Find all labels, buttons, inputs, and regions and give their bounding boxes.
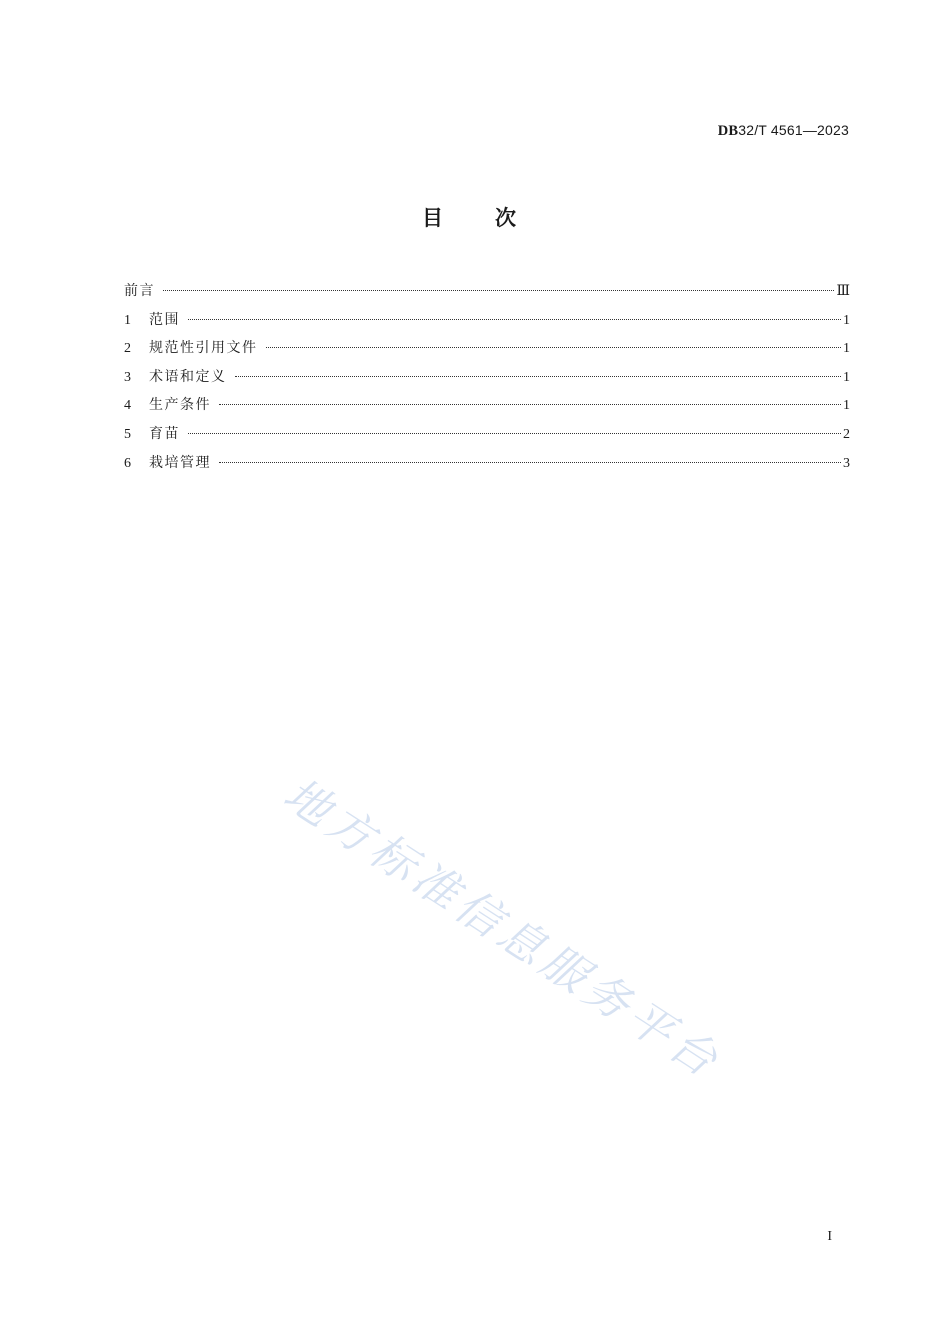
toc-entry-number: 3 — [124, 369, 131, 385]
toc-leader-dots — [219, 404, 841, 405]
table-of-contents — [124, 280, 850, 480]
toc-entry-label: 生产条件 — [149, 397, 211, 414]
toc-leader-dots — [235, 376, 842, 377]
document-code — [718, 122, 849, 140]
toc-entry-page: Ⅲ — [836, 284, 850, 299]
toc-entry-seedling[interactable] — [124, 423, 850, 452]
toc-entry-number: 1 — [124, 312, 131, 328]
toc-entry-number: 4 — [124, 398, 131, 414]
toc-entry-label: 育苗 — [149, 425, 180, 442]
toc-leader-dots — [188, 319, 841, 320]
toc-entry-label: 规范性引用文件 — [149, 340, 258, 357]
toc-entry-page: 3 — [843, 455, 850, 471]
watermark: 地方标准信息服务平台 — [274, 767, 732, 1090]
toc-entry-number: 2 — [124, 341, 131, 357]
toc-entry-foreword[interactable] — [124, 280, 850, 309]
toc-entry-page: 1 — [843, 398, 850, 414]
toc-entry-page: 1 — [843, 312, 850, 328]
toc-entry-page: 1 — [843, 369, 850, 385]
toc-entry-label: 术语和定义 — [149, 368, 227, 385]
toc-entry-production-conditions[interactable] — [124, 394, 850, 423]
document-code-number: 32/T 4561—2023 — [738, 122, 849, 138]
toc-leader-dots — [219, 462, 841, 463]
page-number: I — [827, 1229, 832, 1244]
toc-entry-scope[interactable] — [124, 309, 850, 338]
toc-leader-dots — [266, 347, 842, 348]
page-title: 目次 — [422, 206, 568, 230]
toc-leader-dots — [188, 433, 841, 434]
toc-entry-terms-definitions[interactable] — [124, 366, 850, 395]
toc-entry-number: 6 — [124, 455, 131, 471]
toc-entry-page: 1 — [843, 341, 850, 357]
toc-entry-normative-references[interactable] — [124, 337, 850, 366]
toc-entry-page: 2 — [843, 426, 850, 442]
toc-entry-label: 范围 — [149, 311, 180, 328]
toc-entry-cultivation-management[interactable] — [124, 452, 850, 481]
toc-entry-number: 5 — [124, 426, 131, 442]
toc-leader-dots — [163, 290, 834, 291]
toc-entry-label: 前言 — [124, 283, 155, 299]
document-code-prefix: DB — [717, 123, 739, 139]
toc-entry-label: 栽培管理 — [149, 454, 211, 471]
